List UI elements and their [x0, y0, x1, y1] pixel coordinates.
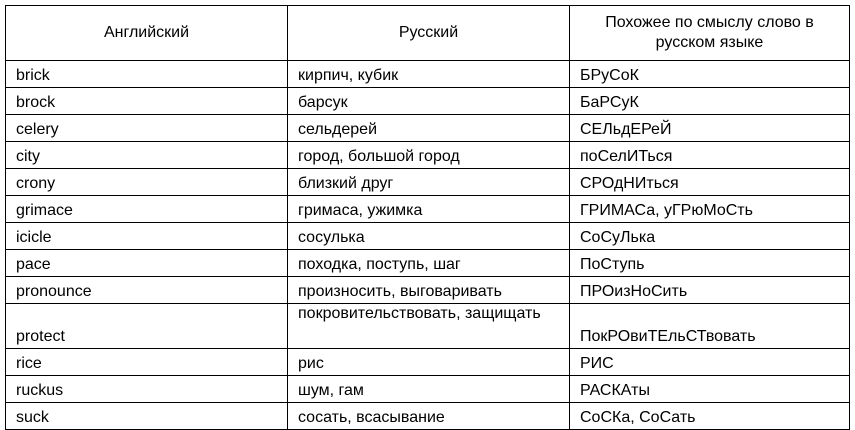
- russian-translation-cell: произносить, выговаривать: [288, 277, 570, 304]
- similar-word-cell: ГРИМАСа, уГРюМоСть: [570, 196, 850, 223]
- table-row: [6, 223, 850, 250]
- english-word-cell: ruckus: [6, 376, 288, 403]
- table-row: [6, 115, 850, 142]
- table-row: [6, 88, 850, 115]
- header-russian: Русский: [288, 6, 570, 61]
- english-word-cell: celery: [6, 115, 288, 142]
- english-word-cell: brock: [6, 88, 288, 115]
- header-english: Английский: [6, 6, 288, 61]
- table-row: [6, 277, 850, 304]
- similar-word-cell: РАСКАты: [570, 376, 850, 403]
- russian-translation-cell: город, большой город: [288, 142, 570, 169]
- russian-translation-cell: барсук: [288, 88, 570, 115]
- similar-word-cell: БРуСоК: [570, 61, 850, 88]
- russian-translation-cell: гримаса, ужимка: [288, 196, 570, 223]
- table-row: [6, 196, 850, 223]
- russian-translation-cell: сосать, всасывание: [288, 403, 570, 430]
- table-row: [6, 169, 850, 196]
- russian-translation-cell: близкий друг: [288, 169, 570, 196]
- english-word-cell: crony: [6, 169, 288, 196]
- table-row: [6, 304, 850, 349]
- english-word-cell: rice: [6, 349, 288, 376]
- russian-translation-cell: шум, гам: [288, 376, 570, 403]
- table-row: [6, 250, 850, 277]
- english-word-cell: pronounce: [6, 277, 288, 304]
- english-word-cell: protect: [6, 304, 288, 349]
- similar-word-cell: РИС: [570, 349, 850, 376]
- similar-word-cell: СоСКа, СоСать: [570, 403, 850, 430]
- russian-translation-cell: сельдерей: [288, 115, 570, 142]
- russian-translation-cell: рис: [288, 349, 570, 376]
- table-row: [6, 142, 850, 169]
- table-row: [6, 376, 850, 403]
- word-table-container: [5, 5, 850, 430]
- english-word-cell: pace: [6, 250, 288, 277]
- english-word-cell: suck: [6, 403, 288, 430]
- table-row: [6, 403, 850, 430]
- similar-word-cell: БаРСуК: [570, 88, 850, 115]
- similar-word-cell: ПРОизНоСить: [570, 277, 850, 304]
- similar-word-cell: ПокРОвиТЕльСТвовать: [570, 304, 850, 349]
- table-row: [6, 61, 850, 88]
- russian-translation-cell: походка, поступь, шаг: [288, 250, 570, 277]
- similar-word-cell: СЕЛьдЕРеЙ: [570, 115, 850, 142]
- similar-word-cell: поСелИТься: [570, 142, 850, 169]
- russian-translation-cell: покровительствовать, защищать: [288, 304, 570, 349]
- table-header-row: [6, 6, 850, 61]
- similar-word-cell: ПоСтупь: [570, 250, 850, 277]
- english-word-cell: city: [6, 142, 288, 169]
- english-word-cell: grimace: [6, 196, 288, 223]
- table-row: [6, 349, 850, 376]
- table-body: [6, 61, 850, 430]
- header-similar-word: Похожее по смыслу слово в русском языке: [570, 6, 850, 61]
- similar-word-cell: СРОдНИться: [570, 169, 850, 196]
- english-word-cell: brick: [6, 61, 288, 88]
- word-comparison-table: [5, 5, 850, 430]
- russian-translation-cell: кирпич, кубик: [288, 61, 570, 88]
- similar-word-cell: СоСуЛька: [570, 223, 850, 250]
- english-word-cell: icicle: [6, 223, 288, 250]
- russian-translation-cell: сосулька: [288, 223, 570, 250]
